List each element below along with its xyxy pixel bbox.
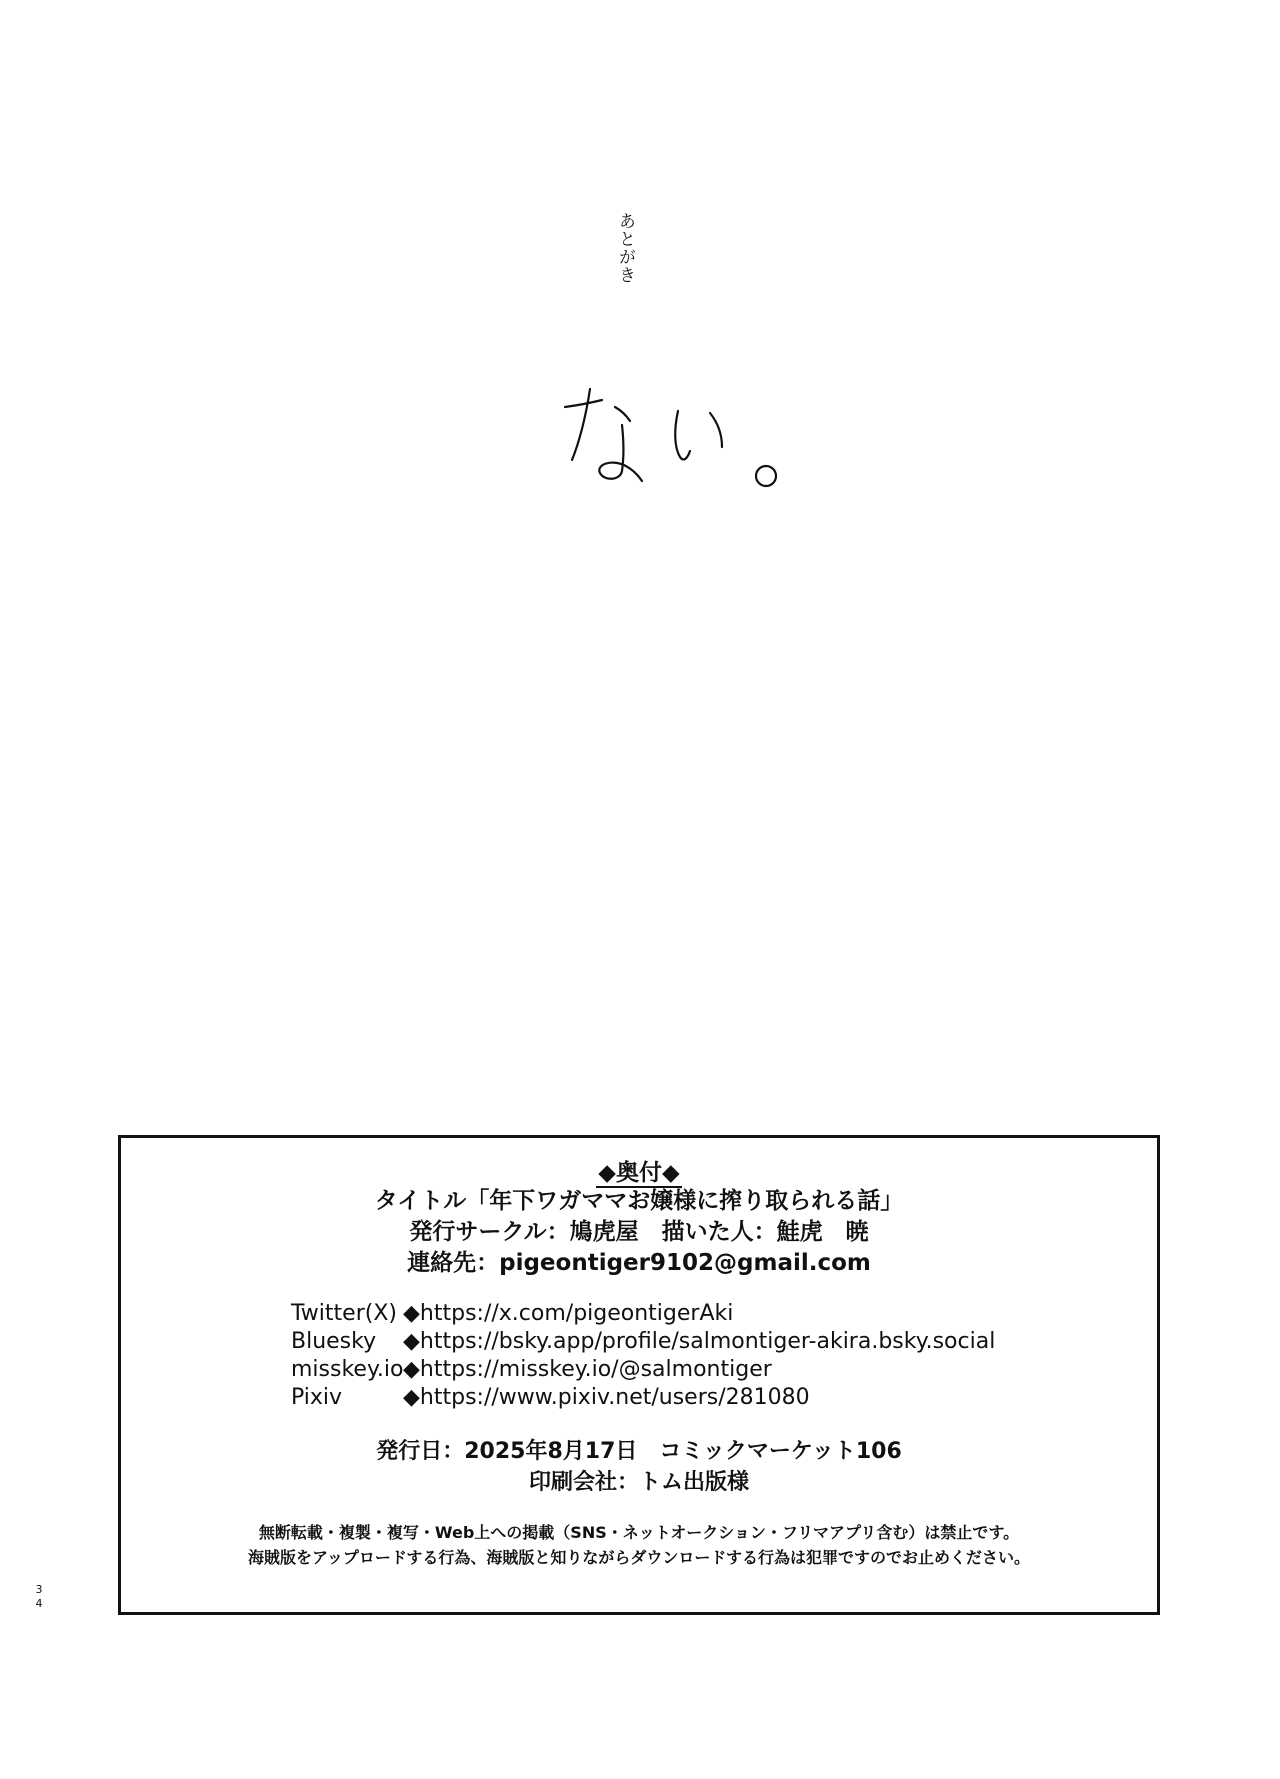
handwritten-text-drawing: [560, 385, 800, 495]
link-url[interactable]: ◆https://misskey.io/@salmontiger: [403, 1357, 772, 1382]
social-links: [291, 1300, 995, 1412]
copyright-notice-2: 海賊版をアップロードする行為、海賊版と知りながらダウンロードする行為は犯罪ですのでお止めください。: [248, 1548, 1030, 1567]
link-row-misskey: [291, 1356, 995, 1384]
colophon-box: [118, 1135, 1160, 1615]
circle-line: 発行サークル：鳩虎屋 描いた人：鮭虎 暁: [409, 1219, 869, 1245]
page-number-digit: 3: [35, 1583, 43, 1596]
handwritten-text: [560, 385, 800, 495]
link-label: Pixiv: [291, 1385, 343, 1410]
link-row-bluesky: [291, 1328, 995, 1356]
colophon-heading-text: ◆奥付◆: [598, 1160, 680, 1186]
printer-line: 印刷会社：トム出版様: [528, 1470, 749, 1495]
link-row-twitter: [291, 1300, 995, 1328]
link-row-pixiv: [291, 1384, 995, 1412]
link-label: misskey.io: [291, 1357, 404, 1382]
link-url[interactable]: ◆https://www.pixiv.net/users/281080: [403, 1385, 810, 1410]
link-label: Twitter(X): [291, 1301, 397, 1326]
link-url[interactable]: ◆https://x.com/pigeontigerAki: [403, 1301, 734, 1326]
page-number: [34, 1583, 44, 1611]
page-number-digit: 4: [35, 1597, 43, 1610]
release-date-line: 発行日：2025年8月17日 コミックマーケット106: [376, 1439, 902, 1464]
afterword-heading: あとがき: [615, 212, 635, 284]
contact-line: 連絡先：pigeontiger9102@gmail.com: [407, 1250, 871, 1276]
link-label: Bluesky: [291, 1329, 377, 1354]
link-url[interactable]: ◆https://bsky.app/profile/salmontiger-akira.bsky.social: [403, 1329, 996, 1354]
title-line: タイトル「年下ワガママお嬢様に搾り取られる話」: [374, 1188, 904, 1214]
copyright-notice-1: 無断転載・複製・複写・Web上への掲載（SNS・ネットオークション・フリマアプリ含む）は禁止です。: [258, 1523, 1020, 1542]
